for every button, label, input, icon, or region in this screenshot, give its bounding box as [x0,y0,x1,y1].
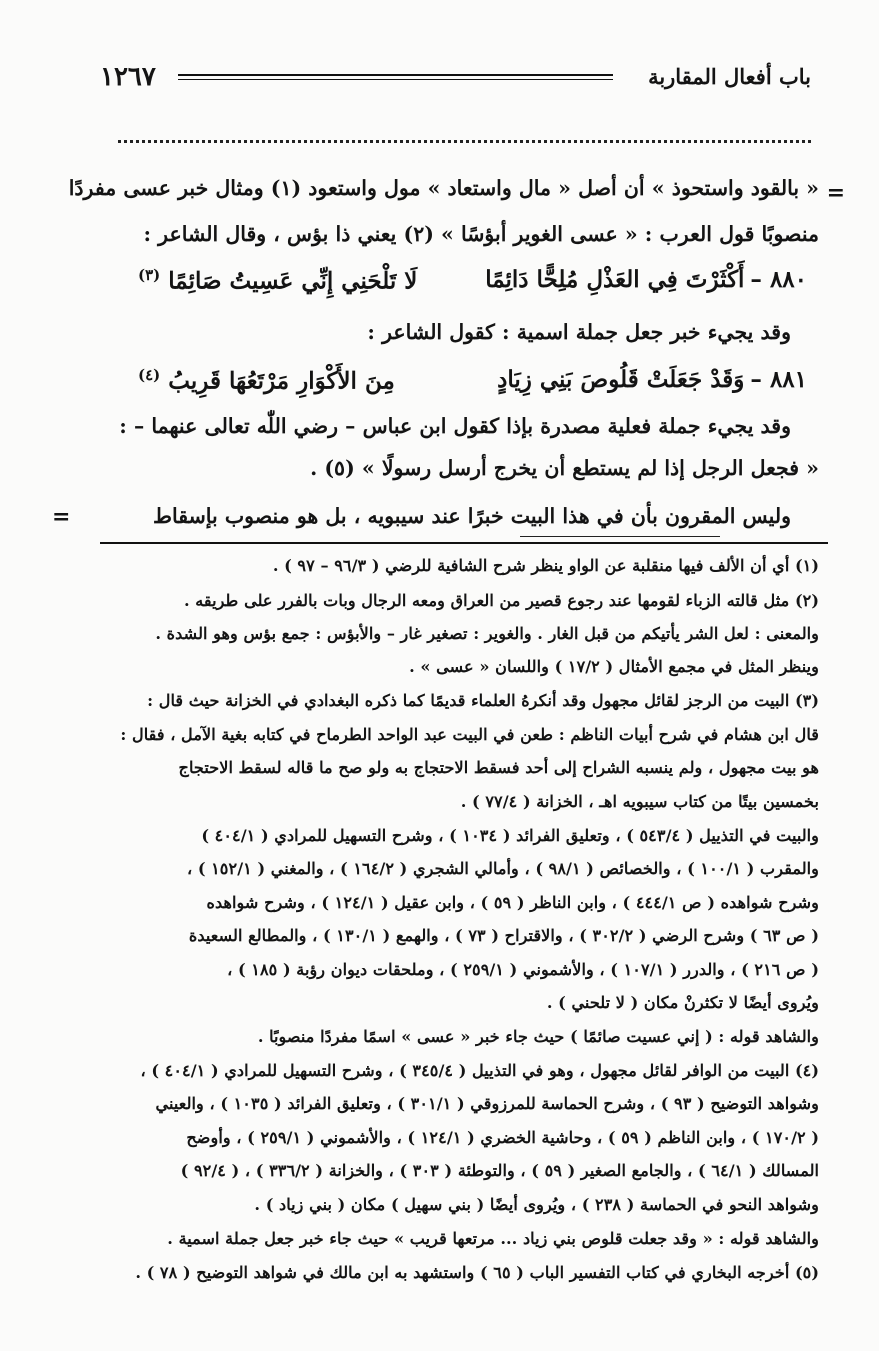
footnote-line-8: بخمسين بيتًا من كتاب سيبويه اهـ ، الخزانة ( ٧٧/٤ ) . [460,792,819,811]
continuation-marker-bottom: = [52,504,71,530]
footnote-line-22: (٥) أخرجه البخاري في كتاب التفسير الباب ( ٦٥ ) واستشهد به ابن مالك في شواهد التوضيح ( ٧٨ ) . [135,1263,819,1282]
footnote-line-18: ( ١٧٠/٢ ) ، وابن الناظم ( ٥٩ ) ، وحاشية الخضري ( ١٢٤/١ ) ، والأشموني ( ٢٥٩/١ ) ، وأوضح [186,1128,819,1147]
verse-880-second [138,266,417,295]
footnote-line-15: والشاهد قوله : ( إني عسيت صائمًا ) حيث جاء خبر « عسى » اسمًا مفردًا منصوبًا . [257,1027,819,1046]
footnote-line-20: وشواهد النحو في الحماسة ( ٢٣٨ ) ، ويُروى أيضًا ( بني سهيل ) مكان ( بني زياد ) . [254,1195,819,1214]
footnote-line-2: (٢) مثل قالته الزباء لقومها عند رجوع قصير من العراق ومعه الرجال وبات بالفرر على طريقه . [183,591,819,610]
footnote-line-9: والبيت في التذييل ( ٥٤٣/٤ ) ، وتعليق الفرائد ( ١٠٣٤ ) ، وشرح التسهيل للمرادي ( ٤٠٤/١ ) [201,826,819,845]
verse-881-note: (٤) [138,366,161,384]
footnote-separator [100,542,828,544]
footnote-line-1: (١) أي أن الألف فيها منقلبة عن الواو ينظر شرح الشافية للرضي ( ٩٦/٣ – ٩٧ ) . [272,556,819,575]
footnote-line-16: (٤) البيت من الوافر لقائل مجهول ، وهو في التذييل ( ٣٤٥/٤ ) ، وشرح التسهيل للمرادي ( ٤٠٤/١ ) ، [140,1061,819,1080]
footnote-line-14: ويُروى أيضًا لا تكثرنْ مكان ( لا تلحني ) . [546,993,819,1012]
page-number: ١٢٦٧ [100,62,156,92]
footnote-line-19: المسالك ( ٦٤/١ ) ، والجامع الصغير ( ٥٩ ) ، والتوطئة ( ٣٠٣ ) ، والخزانة ( ٣٣٦/٢ ) ، ( ٩٢/٤ ) [180,1161,819,1180]
footnote-line-7: هو بيت مجهول ، ولم ينسبه الشراح إلى أحد فسقط الاحتجاج به ولو صح ما قاله لسقط الاحتجاج [178,758,819,777]
body-line-4: وقد يجيء جملة فعلية مصدرة بإذا كقول ابن عباس – رضي اللّٰه تعالى عنهما – : [119,414,791,438]
verse-880-hemistich-1: أَكْثَرْتَ فِي العَذْلِ مُلِحًّا دَائِمًا [485,266,745,293]
verse-881-hemistich-1: وَقَدْ جَعَلَتْ قَلُوصَ بَنِي زِيَادٍ [497,366,745,393]
continuation-marker-top: = [826,180,845,206]
verse-881-hemistich-2: مِنَ الأَكْوَارِ مَرْتَعُهَا قَرِيبُ [168,367,395,395]
body-line-6: وليس المقرون بأن في هذا البيت خبرًا عند سيبويه ، بل هو منصوب بإسقاط [153,504,791,528]
body-line-3: وقد يجيء خبر جعل جملة اسمية : كقول الشاعر : [367,320,791,344]
footnote-line-11: وشرح شواهده ( ص ٤٤٤/١ ) ، وابن الناظر ( ٥٩ ) ، وابن عقيل ( ١٢٤/١ ) ، وشرح شواهده [206,893,819,912]
body-line-5: « فجعل الرجل إذا لم يستطع أن يخرج أرسل رسولًا » (٥) . [310,456,819,480]
footnote-line-5: (٣) البيت من الرجز لقائل مجهول وقد أنكرهُ العلماء قديمًا كما ذكره البغدادي في الخزانة حيث قال : [147,691,819,710]
verse-881-first [497,366,807,393]
footnote-line-13: ( ص ٢١٦ ) ، والدرر ( ١٠٧/١ ) ، والأشموني ( ٢٥٩/١ ) ، وملحقات ديوان رؤبة ( ١٨٥ ) ، [227,960,819,979]
header-rule [178,74,613,80]
running-header [100,62,811,96]
verse-880-number: ٨٨٠ – [750,266,807,293]
footnote-line-6: قال ابن هشام في شرح أبيات الناظم : طعن في البيت عبد الواحد الطرماح في كتابه بغية الآمل ، فقال : [120,725,819,744]
phrase-underline [520,536,720,537]
footnote-line-17: وشواهد التوضيح ( ٩٣ ) ، وشرح الحماسة للمرزوقي ( ٣٠١/١ ) ، وتعليق الفرائد ( ١٠٣٥ ) ، والعيني [155,1094,819,1113]
verse-880-note: (٣) [138,266,161,284]
footnote-line-10: والمقرب ( ١٠٠/١ ) ، والخصائص ( ٩٨/١ ) ، وأمالي الشجري ( ١٦٤/٢ ) ، والمغني ( ١٥٢/١ ) ، [186,859,819,878]
body-line-1: « بالقود واستحوذ » أن أصل « مال واستعاد » مول واستعود (١) ومثال خبر عسى مفردًا [68,176,819,200]
footnote-line-4: وينظر المثل في مجمع الأمثال ( ١٧/٢ ) واللسان « عسى » . [409,657,819,676]
verse-881-second [138,366,395,395]
verse-881-number: ٨٨١ – [750,366,807,393]
footnote-line-21: والشاهد قوله : « وقد جعلت قلوص بني زياد ... مرتعها قريب » حيث جاء خبر جعل جملة اسمية . [167,1229,819,1248]
verse-880-hemistich-2: لَا تَلْحَنِي إِنِّي عَسِيتُ صَائِمًا [168,267,418,295]
body-line-2: منصوبًا قول العرب : « عسى الغوير أبؤسًا » (٢) يعني ذا بؤس ، وقال الشاعر : [143,222,819,246]
footnote-line-12: ( ص ٦٣ ) وشرح الرضي ( ٣٠٢/٢ ) ، والاقتراح ( ٧٣ ) ، والهمع ( ١٣٠/١ ) ، والمطالع السعيدة [188,926,819,945]
dotted-separator [118,140,811,149]
footnote-line-3: والمعنى : لعل الشر يأتيكم من قبل الغار . والغوير : تصغير غار – والأبؤس : جمع بؤس وهو الشدة . [155,624,819,643]
verse-880-first [485,266,807,293]
chapter-title: باب أفعال المقاربة [648,64,811,89]
